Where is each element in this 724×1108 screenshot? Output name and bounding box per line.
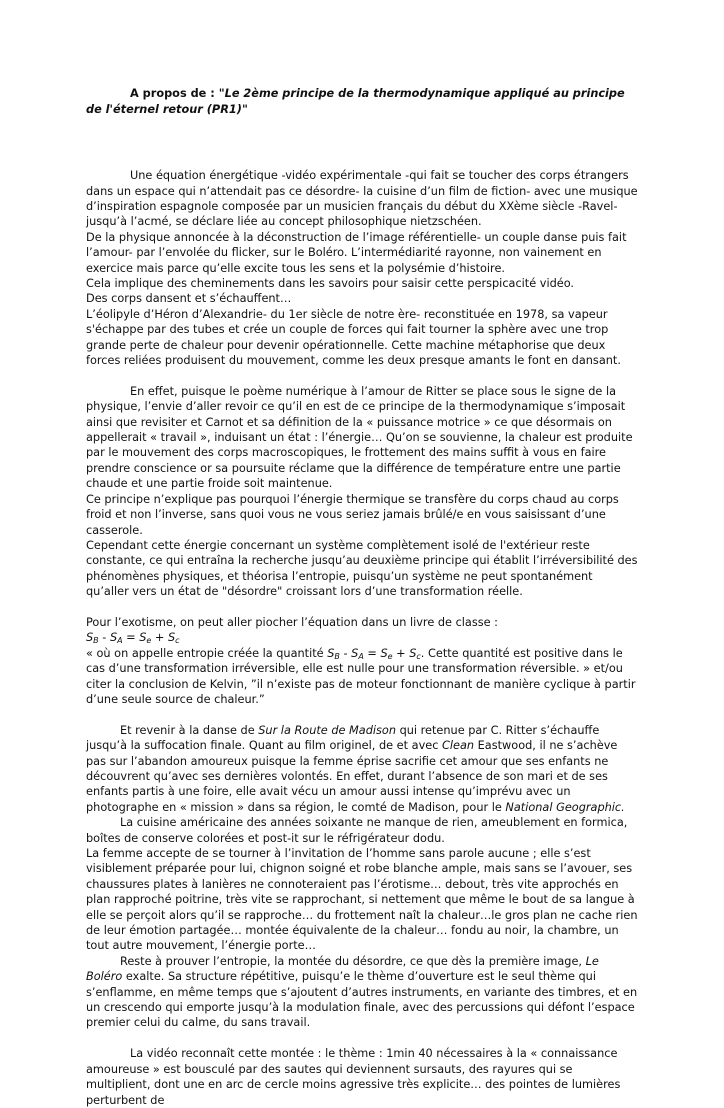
paragraph-9: Pour l’exotisme, on peut aller piocher l’équation dans un livre de classe : (86, 615, 498, 629)
paragraph-14: Reste à prouver l’entropie, la montée du désordre, ce que dès la première image, Le Boléro exalte. Sa structure répétitive, puisqu’e le thème d’ouverture est le seul thème qui s’enflamme, en même temps que s’ajoutent d’autres instruments, en variante des timbres, et en un crescendo qui emporte jusqu’à la modulation finale, avec des percussions qui défont l’espace premier celui du calme, du sans travail. (86, 954, 638, 1030)
paragraph-12: La cuisine américaine des années soixante ne manque de rien, ameublement en formica, boîtes de conserve colorées et post-it sur le réfrigérateur dodu. (86, 816, 628, 845)
paragraph-4: Des corps dansent et s’échauffent… (86, 292, 292, 306)
paragraph-13: La femme accepte de se tourner à l’invitation de l’homme sans parole aucune ; elle s’est visiblement préparée pour lui, chignon soigné et robe blanche ample, mais sans se l’avouer, ses chaussures plates à lanières ne connoteraient pas l’érotisme… debout, très vite approchés en plan rapproché poitrine, très vite se rapprochant, si nettement que même le bout de sa langue à elle se perçoit alors qu’il se rapproche… du frottement naît la chaleur…le gros plan ne cache rien de leur émotion partagée… montée équivalente de la chaleur… fondu au noir, la chambre, un tout autre mouvement, l’énergie porte… (86, 847, 638, 953)
paragraph-7: Ce principe n’explique pas pourquoi l’énergie thermique se transfère du corps chaud au corps froid et non l’inverse, sans quoi vous ne vous seriez jamais brûlé/e en vous saisissant d’une casserole. (86, 492, 619, 537)
paragraph-3: Cela implique des cheminements dans les savoirs pour saisir cette perspicacité vidéo. (86, 277, 575, 291)
title-suffix: " (241, 102, 248, 116)
paragraph-5: L’éolipyle d’Héron d’Alexandrie- du 1er siècle de notre ère- reconstituée en 1978, sa vapeur s'échappe par des tubes et crée un couple de forces qui fait tourner la sphère avec une trop grande perte de chaleur pour devenir opérationnelle. Cette machine métaphorise que deux forces reliées produisent du mouvement, comme les deux presque amants le font en dansant. (86, 307, 621, 368)
title-prefix: A propos de : " (130, 87, 225, 100)
document-page (86, 86, 638, 1108)
paragraph-11: Et revenir à la danse de Sur la Route de Madison qui retenue par C. Ritter s’échauffe jusqu’à la suffocation finale. Quant au film originel, de et avec Clean Eastwood, il ne s’achève pas sur l’abandon amoureux puisque la femme éprise sacrifie cet amour que ses enfants ne découvrent qu’avec ses dernières volontés. En effet, durant l’absence de son mari et de ses enfants partis à une foire, elle avait vécu un amour aussi intense qu’imprévu avec un photographe en « mission » dans sa région, le comté de Madison, pour le National Geographic. (86, 723, 625, 814)
title-italic: Le 2ème principe de la thermodynamique appliqué au principe de l'éternel retour (PR1) (86, 87, 625, 116)
paragraph-8: Cependant cette énergie concernant un système complètement isolé de l'extérieur reste constante, ce qui entraîna la recherche jusqu’au deuxième principe qui établit l’irréversibilité des phénomènes physiques, et théorisa l’entropie, puisqu’un système ne peut spontanément qu’aller vers un état de "désordre" croissant lors d’une transformation réelle. (86, 538, 638, 599)
document-title (86, 86, 638, 117)
entropy-equation: $S_B - S_A = S_e + S_c$ (86, 631, 180, 646)
paragraph-1: Une équation énergétique -vidéo expérimentale -qui fait se toucher des corps étrangers dans un espace qui n’attendait pas ce désordre- la cuisine d’un film de fiction- avec une musique d’inspiration espagnole composée par un musicien français du début du XXème siècle -Ravel- jusqu’à l’acmé, se déclare liée au concept philosophique nietzschéen. (86, 169, 638, 229)
paragraph-15: La vidéo reconnaît cette montée : le thème : 1min 40 nécessaires à la « connaissance amoureuse » est bousculé par des sautes qui deviennent sursauts, des rayures qui se multiplient, dont une en arc de cercle moins agressive très explicite… des pointes de lumières perturbent de (86, 1047, 621, 1107)
paragraph-6: En effet, puisque le poème numérique à l’amour de Ritter se place sous le signe de la physique, l’envie d’aller revoir ce qu’il en est de ce principe de la thermodynamique s’imposait ainsi que revisiter et Carnot et sa définition de la « puissance motrice » ce que désormais on appellerait « travail », induisant un état : l’énergie… Qu’on se souvienne, la chaleur est produite par le mouvement des corps macroscopiques, le frottement des mains suffit à vous en faire prendre conscience or sa poursuite réclame que la différence de température entre une partie chaude et une partie froide soit maintenue. (86, 384, 633, 491)
paragraph-2: De la physique annoncée à la déconstruction de l’image référentielle- un couple danse puis fait l’amour- par l’envolée du flicker, sur le Boléro. L’intermédiarité rayonne, non vainement en exercice mais parce qu’elle excite tous les sens et la polysémie d’histoire. (86, 230, 627, 275)
paragraph-10: « où on appelle entropie créée la quantité $S_B - S_A = S_e + S_c$. Cette quantité est positive dans le cas d’une transformation irréversible, elle est nulle pour une transformation réversible. » et/ou citer la conclusion de Kelvin, ”il n’existe pas de moteur fonctionnant de manière cyclique à partir d’une seule source de chaleur.” (86, 646, 636, 706)
